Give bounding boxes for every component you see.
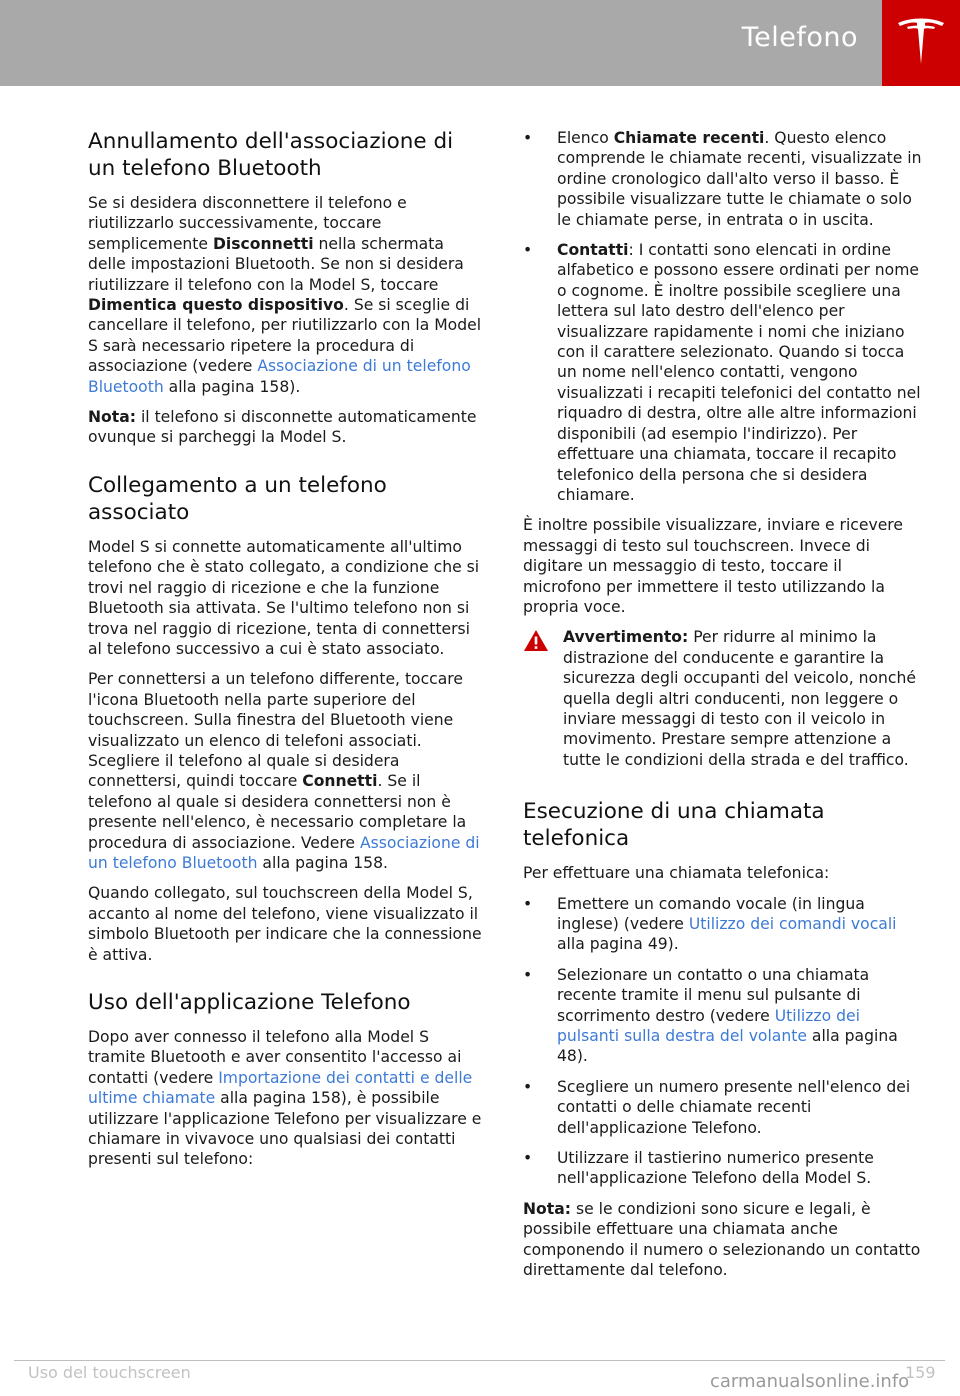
warning-box bbox=[523, 627, 923, 770]
paragraph-phone-app bbox=[88, 1027, 483, 1170]
note-disconnect bbox=[88, 407, 483, 448]
warning-label: Avvertimento: bbox=[563, 628, 689, 647]
footer-divider bbox=[14, 1360, 945, 1361]
note-label: Nota: bbox=[88, 408, 136, 427]
ui-term-contacts: Contatti bbox=[557, 241, 629, 260]
list-item: • Utilizzare il tastierino numerico presente nell'applicazione Telefono della Model S. bbox=[523, 1148, 923, 1189]
section-heading-connect: Collegamento a un telefono associato bbox=[88, 472, 387, 525]
left-column bbox=[88, 128, 483, 1180]
text: . Se il telefono al quale si desidera connettersi non è presente nell'elenco, è necessario completare la procedura di associazione. Vedere bbox=[88, 772, 467, 852]
brand-logo bbox=[882, 0, 960, 86]
warning-triangle-icon bbox=[523, 629, 549, 652]
text: . Questo elenco comprende le chiamate recenti, visualizzate in ordine cronologico dall'alto verso il basso. È possibile visualizzare tutte le chiamate o solo le chiamate perse, in entrata o in uscita. bbox=[557, 129, 922, 229]
phone-app-list bbox=[523, 128, 923, 505]
note-text: il telefono si disconnette automaticamente ovunque si parcheggi la Model S. bbox=[88, 408, 477, 447]
page-header bbox=[0, 0, 960, 86]
text: Emettere un comando vocale (in lingua inglese) (vedere bbox=[557, 894, 865, 933]
list-item bbox=[523, 240, 923, 505]
ui-term-connect: Connetti bbox=[302, 772, 378, 791]
tesla-logo-icon bbox=[895, 16, 947, 68]
ui-term-recent-calls: Chiamate recenti bbox=[613, 129, 765, 147]
ui-term-disconnect: Disconnetti bbox=[212, 234, 314, 253]
paragraph-connect-other bbox=[88, 669, 483, 873]
text: Se si desidera disconnettere il telefono e riutilizzarlo successivamente, toccare semplicemente bbox=[88, 194, 407, 253]
section-heading-make-call: Esecuzione di una chiamata telefonica bbox=[523, 799, 825, 852]
note-label: Nota: bbox=[523, 1199, 571, 1218]
page-number: 159 bbox=[905, 1363, 936, 1382]
text: Per connettersi a un telefono differente, toccare l'icona Bluetooth nella parte superiore del touchscreen. Sulla finestra del Bluetooth viene visualizzato un elenco di telefoni associati. Scegliere il telefono al quale si desidera connettersi, quindi toccare bbox=[88, 670, 463, 791]
make-call-list bbox=[523, 894, 923, 1189]
note-text: se le condizioni sono sicure e legali, è possibile effettuare una chiamata anche componendo il numero o selezionando un contatto direttamente dal telefono. bbox=[523, 1199, 921, 1280]
text: alla pagina 158. bbox=[257, 853, 388, 872]
list-item bbox=[523, 965, 923, 1067]
text: Selezionare un contatto o una chiamata recente tramite il menu sul pulsante di scorrimento destro (vedere bbox=[557, 965, 870, 1025]
paragraph-connected: Quando collegato, sul touchscreen della Model S, accanto al nome del telefono, viene visualizzato il simbolo Bluetooth per indicare che la connessione è attiva. bbox=[88, 884, 482, 964]
ui-term-forget-device: Dimentica questo dispositivo bbox=[88, 296, 344, 315]
paragraph-make-call: Per effettuare una chiamata telefonica: bbox=[523, 864, 830, 883]
link-pairing-bluetooth[interactable]: Associazione di un telefono Bluetooth bbox=[88, 833, 480, 872]
link-import-contacts[interactable]: Importazione dei contatti e delle ultime chiamate bbox=[88, 1068, 473, 1108]
paragraph-text-messages: È inoltre possibile visualizzare, inviare e ricevere messaggi di testo sul touchscreen. Invece di digitare un messaggio di testo, toccare il microfono per immettere il testo utilizzando la propria voce. bbox=[523, 516, 903, 616]
paragraph-unpair bbox=[88, 193, 483, 397]
text: alla pagina 49). bbox=[557, 935, 679, 954]
right-column bbox=[523, 128, 923, 1291]
footer-section: Uso del touchscreen bbox=[28, 1363, 191, 1382]
text: Elenco bbox=[557, 129, 614, 147]
text: : I contatti sono elencati in ordine alfabetico e possono essere ordinati per nome o cognome. È inoltre possibile scegliere una lettera sul lato destro dell'elenco per visualizzare rapidamente i nomi che iniziano con il carattere selezionato. Quando si tocca un nome nell'elenco contatti, vengono visualizzati i recapiti telefonici del contatto nel riquadro di destra, oltre alle altre informazioni disponibili (ad esempio l'indirizzo). Per effettuare una chiamata, toccare il recapito telefonico della persona che si desidera chiamare. bbox=[557, 241, 921, 504]
link-pairing-bluetooth[interactable]: Associazione di un telefono Bluetooth bbox=[88, 357, 471, 396]
text: . Se si sceglie di cancellare il telefono, per riutilizzarlo con la Model S sarà necessario ripetere la procedura di associazione (vedere bbox=[88, 296, 482, 376]
list-item bbox=[523, 894, 923, 955]
warning-text: Per ridurre al minimo la distrazione del conducente e garantire la sicurezza degli occupanti del veicolo, nonché quella degli altri conducenti, non leggere o inviare messaggi di testo con il veicolo in movimento. Prestare sempre attenzione a tutte le condizioni della strada e del traffico. bbox=[563, 628, 916, 769]
text: alla pagina 48). bbox=[557, 1027, 898, 1066]
list-item bbox=[523, 128, 923, 230]
text: alla pagina 158). bbox=[163, 377, 301, 396]
page-title: Telefono bbox=[741, 22, 858, 53]
text: alla pagina 158), è possibile utilizzare l'applicazione Telefono per visualizzare e chiamare in vivavoce uno qualsiasi dei contatti presenti sul telefono: bbox=[88, 1089, 482, 1169]
text: Dopo aver connesso il telefono alla Model S tramite Bluetooth e aver consentito l'accesso ai contatti (vedere bbox=[88, 1028, 462, 1087]
watermark: carmanualsonline.info bbox=[710, 1371, 910, 1392]
link-steering-buttons[interactable]: Utilizzo dei pulsanti sulla destra del volante bbox=[557, 1006, 860, 1046]
list-item: • Scegliere un numero presente nell'elenco dei contatti o delle chiamate recenti dell'applicazione Telefono. bbox=[523, 1077, 923, 1138]
paragraph-autoconnect: Model S si connette automaticamente all'ultimo telefono che è stato collegato, a condizione che si trovi nel raggio di ricezione e che la funzione Bluetooth sia attivata. Se l'ultimo telefono non si trova nel raggio di ricezione, tenta di connettersi al telefono successivo a cui è stato associato. bbox=[88, 537, 480, 658]
section-heading-unpair: Annullamento dell'associazione di un telefono Bluetooth bbox=[88, 129, 454, 181]
section-heading-phone-app: Uso dell'applicazione Telefono bbox=[88, 990, 411, 1015]
link-voice-commands[interactable]: Utilizzo dei comandi vocali bbox=[688, 915, 897, 933]
text: nella schermata delle impostazioni Bluetooth. Se non si desidera riutilizzare il telefono con la Model S, toccare bbox=[88, 234, 464, 294]
note-direct-call bbox=[523, 1199, 923, 1281]
